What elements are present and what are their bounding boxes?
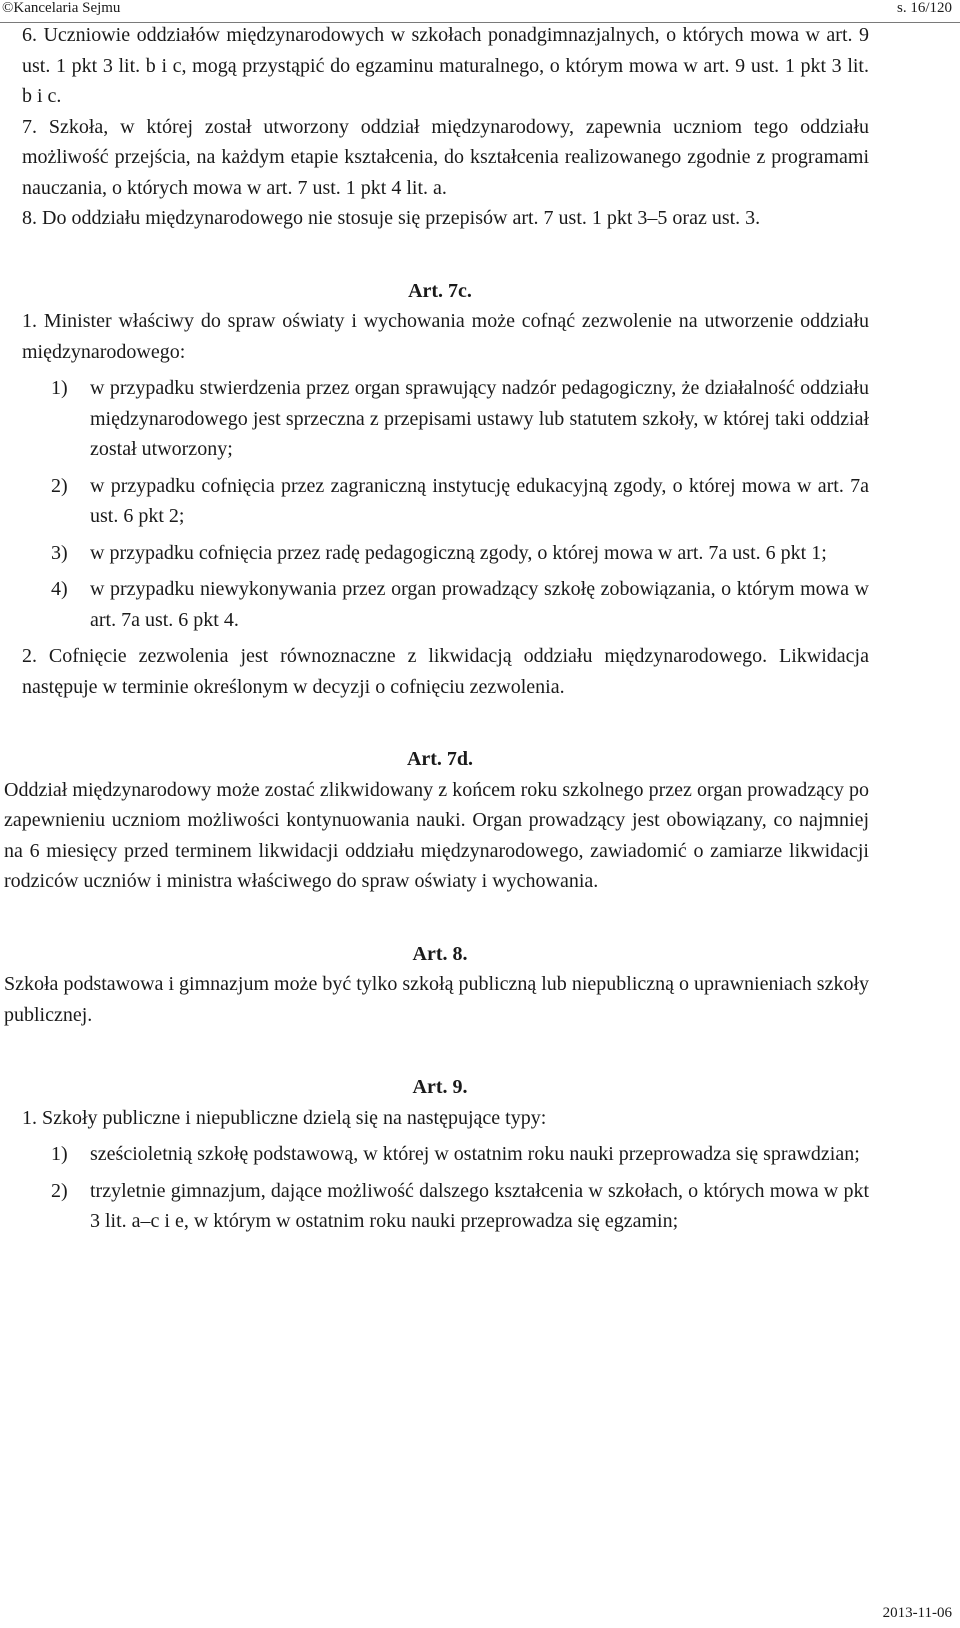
article-7c-paragraph-2: 2. Cofnięcie zezwolenia jest równoznaczne z likwidacją oddziału międzynarodowego. Likwidacja następuje w terminie określonym w decyzji o cofnięciu zezwolenia. — [22, 645, 869, 698]
paragraph-6: 6. Uczniowie oddziałów międzynarodowych w szkołach ponadgimnazjalnych, o których mowa w art. 9 ust. 1 pkt 3 lit. b i c, mogą przystąpić do egzaminu maturalnego, o którym mowa w art. 9 ust. 1 pkt 3 lit. b i c. — [22, 24, 869, 107]
list-item-text: sześcioletnią szkołę podstawową, w której w ostatnim roku nauki przeprowadza się sprawdzian; — [90, 1143, 860, 1165]
list-item-number: 1) — [51, 377, 68, 399]
article-7c-paragraph-1: 1. Minister właściwy do spraw oświaty i wychowania może cofnąć zezwolenie na utworzenie oddziału międzynarodowego: — [22, 310, 869, 363]
list-item-text: w przypadku cofnięcia przez zagraniczną instytucję edukacyjną zgody, o której mowa w art. 7a ust. 6 pkt 2; — [90, 474, 869, 527]
paragraph-7: 7. Szkoła, w której został utworzony oddział międzynarodowy, zapewnia uczniom tego oddziału możliwość przejścia, na każdym etapie kształcenia, do kształcenia realizowanego zgodnie z programami nauczania, o których mowa w art. 7 ust. 1 pkt 4 lit. a. — [22, 115, 869, 199]
document-body — [0, 20, 960, 1237]
article-8-text: Szkoła podstawowa i gimnazjum może być tylko szkołą publiczną lub niepubliczną o uprawnieniach szkoły publicznej. — [4, 973, 869, 1026]
document-date: 2013-11-06 — [882, 1605, 952, 1621]
list-item — [0, 538, 960, 569]
list-item-text: w przypadku cofnięcia przez radę pedagogiczną zgody, o której mowa w art. 7a ust. 6 pkt 1; — [90, 541, 827, 564]
list-item-text: w przypadku stwierdzenia przez organ sprawujący nadzór pedagogiczny, że działalność oddziału międzynarodowego jest sprzeczna z przepisami ustawy lub statutem szkoły, w której taki oddział został utworzony; — [90, 377, 869, 460]
list-item-number: 2) — [51, 474, 68, 497]
list-item — [0, 1176, 960, 1237]
article-title: Art. 9. — [412, 1076, 468, 1098]
list-item — [0, 1139, 960, 1170]
article-title: Art. 7d. — [406, 748, 474, 770]
list-item — [0, 471, 960, 532]
article-7d-text: Oddział międzynarodowy może zostać zlikwidowany z końcem roku szkolnego przez organ prowadzący po zapewnieniu uczniom możliwości kontynuowania nauki. Organ prowadzący jest obowiązany, co najmniej na 6 miesięcy przed terminem likwidacji oddziału międzynarodowego, zawiadomić o zamiarze likwidacji rodziców uczniów i ministra właściwego do spraw oświaty i wychowania. — [4, 778, 869, 892]
list-item — [0, 373, 960, 465]
page-number: s. 16/120 — [896, 0, 952, 16]
article-title: Art. 7c. — [408, 279, 472, 302]
article-9-paragraph-1: 1. Szkoły publiczne i niepubliczne dzielą się na następujące typy: — [22, 1106, 547, 1129]
list-item — [0, 574, 960, 635]
copyright-label: ©Kancelaria Sejmu — [2, 0, 121, 16]
article-title: Art. 8. — [412, 942, 468, 965]
list-item-text: w przypadku niewykonywania przez organ prowadzący szkołę zobowiązania, o którym mowa w art. 7a ust. 6 pkt 4. — [90, 578, 869, 631]
list-item-text: trzyletnie gimnazjum, dające możliwość dalszego kształcenia w szkołach, o których mowa w pkt 3 lit. a–c i e, w którym w ostatnim roku nauki przeprowadza się egzamin; — [90, 1179, 869, 1232]
list-item-number: 1) — [51, 1143, 68, 1165]
list-item-number: 2) — [51, 1179, 68, 1202]
list-item-number: 4) — [51, 578, 68, 600]
list-item-number: 3) — [51, 541, 68, 564]
paragraph-8: 8. Do oddziału międzynarodowego nie stosuje się przepisów art. 7 ust. 1 pkt 3–5 oraz ust. 3. — [22, 207, 761, 229]
